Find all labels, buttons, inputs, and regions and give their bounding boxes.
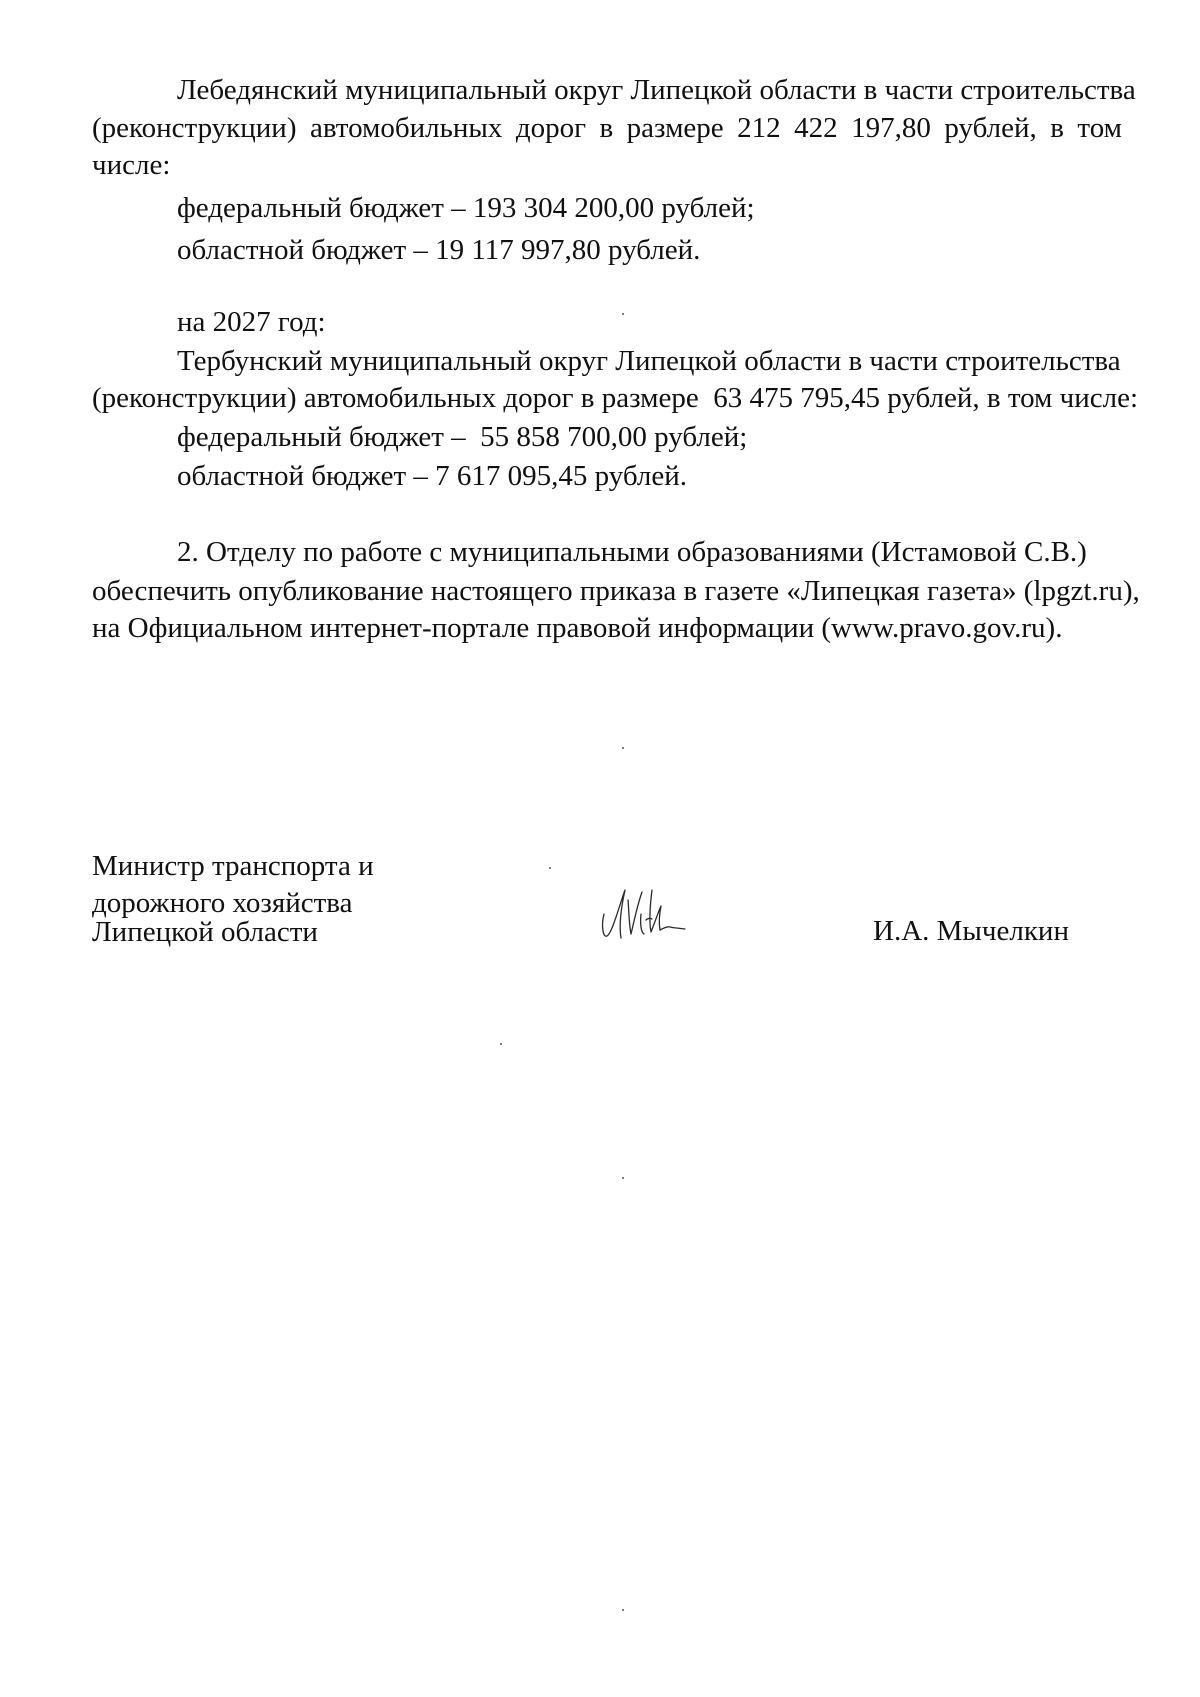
block2-federal-budget: федеральный бюджет – 55 858 700,00 рублей;	[177, 421, 748, 453]
signer-name: И.А. Мычелкин	[873, 915, 1069, 947]
signer-title-line1: Министр транспорта и	[92, 850, 374, 882]
clause2-line1: 2. Отделу по работе с муниципальными образованиями (Истамовой С.В.)	[177, 536, 1087, 568]
scan-speck	[549, 867, 551, 869]
signer-title-line2: дорожного хозяйства	[92, 887, 353, 919]
block2-line2: (реконструкции) автомобильных дорог в размере 63 475 795,45 рублей, в том числе:	[92, 382, 1139, 414]
block1-line3: числе:	[92, 149, 171, 181]
year-heading: на 2027 год:	[177, 306, 326, 338]
block2-line1: Тербунский муниципальный округ Липецкой области в части строительства	[177, 345, 1121, 377]
scan-speck	[500, 1043, 502, 1045]
scan-speck	[622, 1177, 624, 1179]
clause2-line3: на Официальном интернет-портале правовой информации (www.pravo.gov.ru).	[92, 612, 1063, 644]
scan-speck	[622, 747, 624, 749]
signer-title-line3: Липецкой области	[92, 916, 318, 948]
scan-speck	[622, 1609, 624, 1611]
clause2-line2: обеспечить опубликование настоящего приказа в газете «Липецкая газета» (lpgzt.ru),	[92, 575, 1140, 607]
handwritten-signature	[598, 880, 694, 952]
block1-regional-budget: областной бюджет – 19 117 997,80 рублей.	[177, 234, 701, 266]
block2-regional-budget: областной бюджет – 7 617 095,45 рублей.	[177, 460, 687, 492]
block1-line1: Лебедянский муниципальный округ Липецкой области в части строительства	[177, 74, 1136, 106]
block1-federal-budget: федеральный бюджет – 193 304 200,00 рублей;	[177, 192, 755, 224]
block1-line2: (реконструкции) автомобильных дорог в размере 212 422 197,80 рублей, в том	[92, 112, 1122, 144]
scan-speck	[622, 313, 624, 315]
